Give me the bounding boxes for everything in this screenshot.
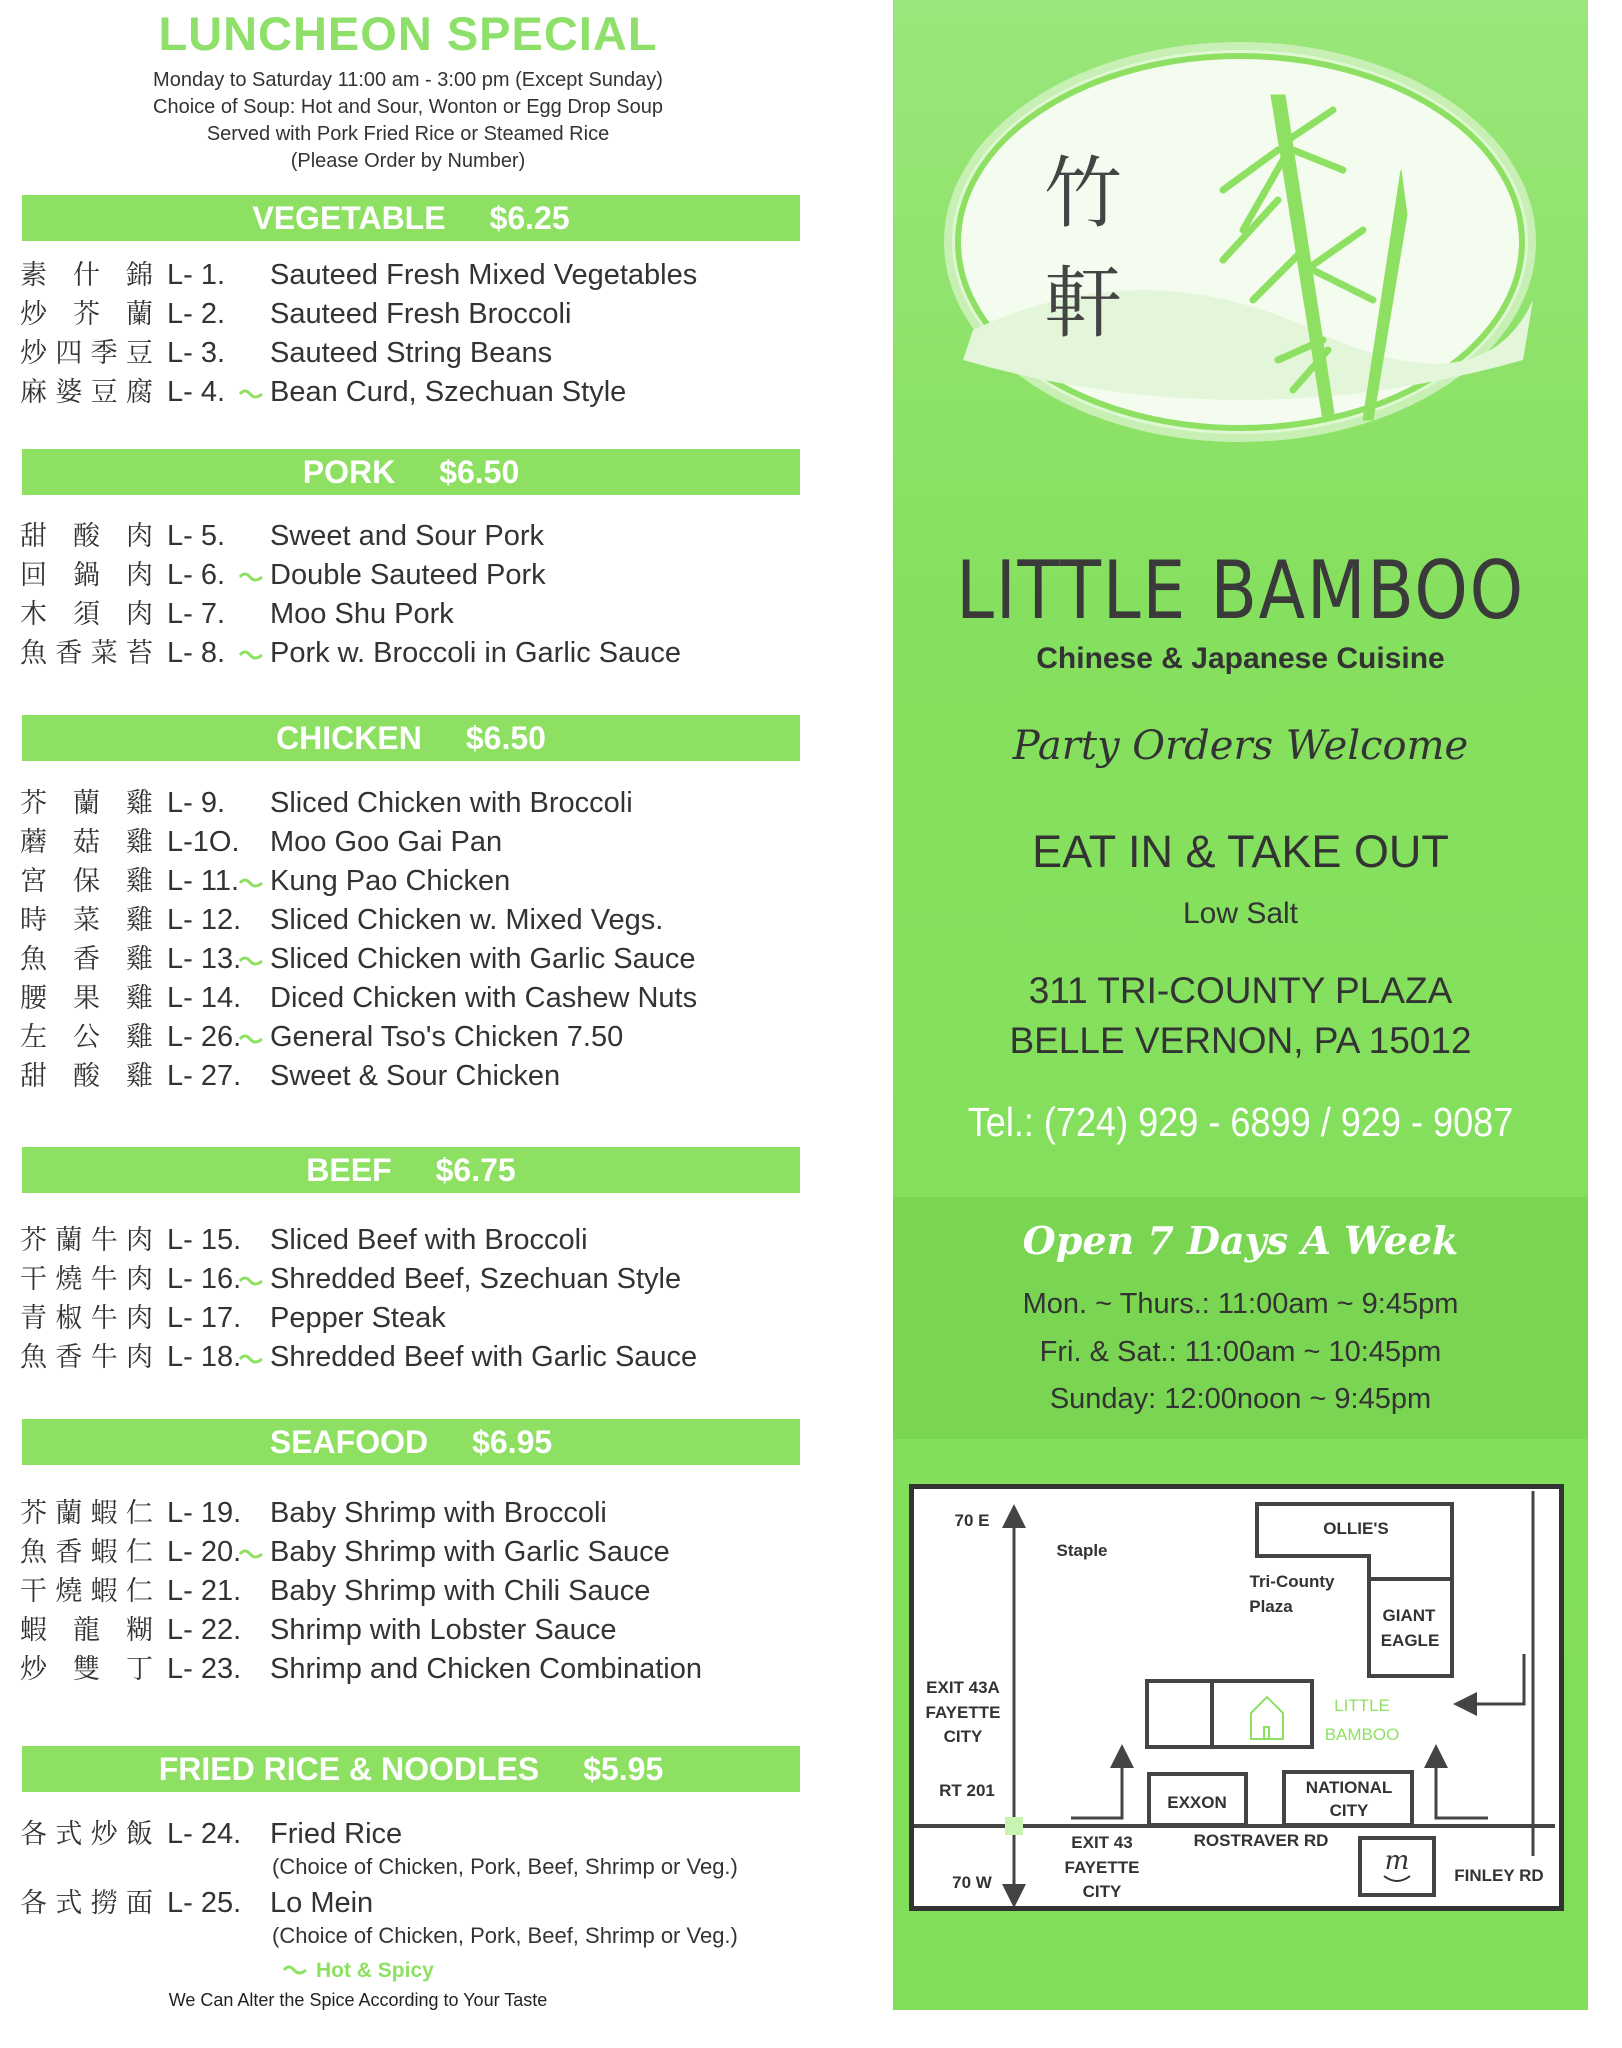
hours-weekend: Fri. & Sat.: 11:00am ~ 10:45pm: [1039, 1336, 1442, 1368]
address-line-2: BELLE VERNON, PA 15012: [1009, 1020, 1472, 1061]
item-number: L- 12.: [167, 904, 242, 936]
item-number: L- 20.: [167, 1536, 242, 1568]
spicy-icon: [238, 954, 266, 968]
label-little: LITTLE: [1334, 1696, 1390, 1715]
arrow-up-icon: [1071, 1756, 1122, 1818]
item-name: Kung Pao Chicken: [270, 865, 511, 897]
item-number: L- 19.: [167, 1497, 242, 1529]
arrow-up-icon: [1436, 1756, 1488, 1818]
spicy-icon: [282, 1963, 310, 1977]
label-plaza: Plaza: [1249, 1597, 1293, 1616]
item-name: Moo Shu Pork: [270, 598, 454, 630]
item-number: L- 4.: [167, 376, 226, 408]
label-exit-43: EXIT 43: [1071, 1833, 1133, 1852]
section-header-beef: [22, 1147, 800, 1193]
item-name: Sweet and Sour Pork: [270, 520, 545, 552]
map-drawing: [914, 1489, 1559, 1906]
label-national-city: CITY: [1329, 1801, 1369, 1820]
section-price: $6.25: [489, 200, 570, 236]
section-header-seafood: [22, 1419, 800, 1465]
label-fayette: FAYETTE: [925, 1703, 1001, 1722]
section-items: [20, 517, 820, 673]
label-rt201: RT 201: [939, 1781, 995, 1800]
spicy-icon: [238, 648, 266, 662]
item-name: Sauteed String Beans: [270, 337, 553, 369]
item-number: L- 26.: [167, 1021, 242, 1053]
item-chinese-name: 芥蘭牛肉: [20, 1225, 155, 1256]
menu-item: [20, 334, 820, 373]
menu-title: LUNCHEON SPECIAL: [158, 7, 658, 60]
label-city: CITY: [943, 1727, 983, 1746]
mcdonalds-logo: m: [1384, 1846, 1410, 1876]
menu-item: [20, 940, 820, 979]
section-items: [20, 1494, 820, 1689]
section-items: [20, 1815, 820, 1953]
item-name: Bean Curd, Szechuan Style: [270, 376, 627, 408]
menu-hours-line: Monday to Saturday 11:00 am - 3:00 pm (Except Sunday): [153, 69, 663, 91]
item-chinese-name: 魚香雞: [20, 944, 155, 975]
menu-item: [20, 784, 820, 823]
item-chinese-name: 魚香牛肉: [20, 1342, 155, 1373]
label-ollies: OLLIE'S: [1323, 1519, 1389, 1538]
section-header-pork: [22, 449, 800, 495]
item-name: Pepper Steak: [270, 1302, 446, 1334]
item-chinese-name: 素什錦: [20, 260, 155, 291]
item-number: L- 22.: [167, 1614, 242, 1646]
item-number: L- 14.: [167, 982, 242, 1014]
label-eagle: EAGLE: [1380, 1631, 1440, 1650]
spicy-icon: [238, 570, 266, 584]
menu-item: [20, 517, 820, 556]
section-name: PORK: [302, 454, 396, 490]
service-type: EAT IN & TAKE OUT: [1032, 826, 1449, 877]
item-name: Sliced Beef with Broccoli: [270, 1224, 588, 1256]
restaurant-tagline: Chinese & Japanese Cuisine: [1036, 642, 1445, 675]
section-name: BEEF: [306, 1152, 392, 1188]
menu-item: [20, 256, 820, 295]
item-chinese-name: 各式炒飯: [20, 1819, 155, 1850]
item-number: L- 15.: [167, 1224, 242, 1256]
item-number: L- 6.: [167, 559, 226, 591]
phone: Tel.: (724) 929 - 6899 / 929 - 9087: [967, 1099, 1514, 1145]
section-header-chicken: [22, 715, 800, 761]
item-number: L- 8.: [167, 637, 226, 669]
item-number: L- 1.: [167, 259, 226, 291]
menu-item: [20, 979, 820, 1018]
menu-item: [20, 595, 820, 634]
label-national: NATIONAL: [1305, 1778, 1393, 1797]
item-chinese-name: 麻婆豆腐: [20, 377, 155, 408]
little-bamboo-building: [1147, 1681, 1312, 1747]
section-items: [20, 1221, 820, 1377]
menu-item: [20, 823, 820, 862]
item-number: L- 5.: [167, 520, 226, 552]
menu-item: [20, 901, 820, 940]
item-name: Sweet & Sour Chicken: [270, 1060, 561, 1092]
label-70e: 70 E: [954, 1511, 990, 1530]
spicy-icon: [238, 1032, 266, 1046]
menu-item: [20, 1815, 820, 1854]
menu-item: [20, 373, 820, 412]
section-price: $5.95: [583, 1751, 664, 1787]
menu-item: [20, 1018, 820, 1057]
item-note: (Choice of Chicken, Pork, Beef, Shrimp or Veg.): [272, 1923, 738, 1948]
menu-item: [20, 1533, 820, 1572]
item-number: L- 13.: [167, 943, 242, 975]
menu-item: [20, 556, 820, 595]
item-number: L- 9.: [167, 787, 226, 819]
item-chinese-name: 魚香蝦仁: [20, 1537, 155, 1568]
item-name: Sliced Chicken with Garlic Sauce: [270, 943, 696, 975]
item-chinese-name: 炒雙丁: [20, 1654, 155, 1685]
item-chinese-name: 青椒牛肉: [20, 1303, 155, 1334]
item-chinese-name: 蘑菇雞: [20, 827, 155, 858]
item-number: L- 18.: [167, 1341, 242, 1373]
section-price: $6.50: [439, 454, 520, 490]
item-number: L- 16.: [167, 1263, 242, 1295]
section-name: SEAFOOD: [269, 1424, 429, 1460]
menu-item: [20, 1611, 820, 1650]
label-bamboo: BAMBOO: [1324, 1725, 1400, 1744]
hours-sunday: Sunday: 12:00noon ~ 9:45pm: [1049, 1383, 1432, 1415]
item-name: Baby Shrimp with Broccoli: [270, 1497, 607, 1529]
menu-item: [20, 1494, 820, 1533]
item-chinese-name: 回鍋肉: [20, 560, 155, 591]
intersection-marker: [1005, 1817, 1023, 1835]
item-number: L- 3.: [167, 337, 226, 369]
party-orders: Party Orders Welcome: [1012, 723, 1469, 769]
item-name: Shredded Beef, Szechuan Style: [270, 1263, 682, 1295]
item-name: Shrimp with Lobster Sauce: [270, 1614, 617, 1646]
item-name: Shredded Beef with Garlic Sauce: [270, 1341, 698, 1373]
item-number: L- 2.: [167, 298, 226, 330]
item-chinese-name: 炒芥蘭: [20, 299, 155, 330]
item-note: (Choice of Chicken, Pork, Beef, Shrimp or Veg.): [272, 1854, 738, 1879]
menu-item: [20, 1884, 820, 1923]
spicy-legend-label: Hot & Spicy: [315, 1959, 434, 1982]
item-name: Baby Shrimp with Chili Sauce: [270, 1575, 651, 1607]
item-number: L- 23.: [167, 1653, 242, 1685]
item-number: L- 7.: [167, 598, 226, 630]
menu-soup-line: Choice of Soup: Hot and Sour, Wonton or Egg Drop Soup: [153, 96, 663, 118]
item-name: Shrimp and Chicken Combination: [270, 1653, 702, 1685]
hours-weekday: Mon. ~ Thurs.: 11:00am ~ 9:45pm: [1022, 1288, 1459, 1320]
label-finley-rd: FINLEY RD: [1454, 1866, 1544, 1885]
item-name: Double Sauteed Pork: [270, 559, 546, 591]
spicy-icon: [238, 1352, 266, 1366]
spicy-icon: [238, 876, 266, 890]
spicy-icon: [238, 1547, 266, 1561]
arrow-left-icon: [1465, 1654, 1524, 1704]
menu-item: [20, 1650, 820, 1689]
label-giant: GIANT: [1382, 1606, 1436, 1625]
menu-item: [20, 1338, 820, 1377]
menu-item: [20, 862, 820, 901]
section-price: $6.50: [465, 720, 546, 756]
open-days: Open 7 Days A Week: [1022, 1218, 1459, 1263]
item-number: L- 24.: [167, 1818, 242, 1850]
label-rostraver-rd: ROSTRAVER RD: [1193, 1831, 1329, 1850]
item-number: L- 17.: [167, 1302, 242, 1334]
menu-item: [20, 1299, 820, 1338]
label-exit-43a: EXIT 43A: [926, 1678, 1000, 1697]
item-chinese-name: 甜酸肉: [20, 521, 155, 552]
item-number: L-1O.: [167, 826, 240, 858]
section-name: CHICKEN: [276, 720, 422, 756]
spice-note: We Can Alter the Spice According to Your Taste: [168, 1990, 548, 2010]
label-exxon: EXXON: [1167, 1793, 1227, 1812]
section-name: FRIED RICE & NOODLES: [158, 1751, 540, 1787]
label-tri-county: Tri-County: [1249, 1572, 1335, 1591]
item-number: L- 11.: [167, 865, 240, 897]
section-items: [20, 784, 820, 1096]
logo-chinese-1: 竹: [1043, 149, 1123, 239]
item-name: Diced Chicken with Cashew Nuts: [270, 982, 698, 1014]
menu-rice-line: Served with Pork Fried Rice or Steamed Rice: [206, 123, 610, 145]
item-chinese-name: 魚香菜苔: [20, 638, 155, 669]
menu-order-line: (Please Order by Number): [290, 150, 526, 172]
item-chinese-name: 蝦龍糊: [20, 1615, 155, 1646]
item-chinese-name: 時菜雞: [20, 905, 155, 936]
menu-item: [20, 634, 820, 673]
item-chinese-name: 各式撈面: [20, 1888, 155, 1919]
label-city-2: CITY: [1082, 1882, 1122, 1901]
spicy-icon: [238, 387, 266, 401]
item-chinese-name: 木須肉: [20, 599, 155, 630]
item-name: Pork w. Broccoli in Garlic Sauce: [270, 637, 681, 669]
item-chinese-name: 宮保雞: [20, 866, 155, 897]
section-name: VEGETABLE: [252, 200, 446, 236]
item-name: Baby Shrimp with Garlic Sauce: [270, 1536, 670, 1568]
bamboo-logo: [893, 0, 1588, 500]
item-name: Fried Rice: [270, 1818, 403, 1850]
item-name: Sauteed Fresh Broccoli: [270, 298, 572, 330]
item-chinese-name: 干燒蝦仁: [20, 1576, 155, 1607]
restaurant-name: LITTLE BAMBOO: [956, 544, 1525, 637]
house-icon: [1251, 1697, 1283, 1739]
item-name: Sliced Chicken w. Mixed Vegs.: [270, 904, 664, 936]
menu-item: [20, 1572, 820, 1611]
menu-item: [20, 295, 820, 334]
section-header-fried-rice-noodles: [22, 1746, 800, 1792]
label-fayette-2: FAYETTE: [1064, 1858, 1140, 1877]
label-70w: 70 W: [952, 1873, 992, 1892]
menu-item: [20, 1057, 820, 1096]
logo-chinese-2: 軒: [1043, 259, 1123, 349]
label-staple: Staple: [1056, 1541, 1108, 1560]
item-name: Sauteed Fresh Mixed Vegetables: [270, 259, 698, 291]
spicy-icon: [238, 1274, 266, 1288]
item-number: L- 21.: [167, 1575, 242, 1607]
item-chinese-name: 芥蘭雞: [20, 788, 155, 819]
item-name: General Tso's Chicken 7.50: [270, 1021, 624, 1053]
spicy-legend: [0, 1958, 716, 1984]
item-number: L- 25.: [167, 1887, 242, 1919]
section-header-vegetable: [22, 195, 800, 241]
item-chinese-name: 芥蘭蝦仁: [20, 1498, 155, 1529]
item-chinese-name: 炒四季豆: [20, 338, 155, 369]
address-line-1: 311 TRI-COUNTY PLAZA: [1028, 970, 1453, 1011]
item-name: Sliced Chicken with Broccoli: [270, 787, 633, 819]
item-name: Moo Goo Gai Pan: [270, 826, 503, 858]
location-map: [909, 1484, 1564, 1911]
item-chinese-name: 腰果雞: [20, 983, 155, 1014]
item-chinese-name: 甜酸雞: [20, 1061, 155, 1092]
low-salt: Low Salt: [1182, 897, 1299, 930]
item-number: L- 27.: [167, 1060, 242, 1092]
section-price: $6.75: [435, 1152, 516, 1188]
item-chinese-name: 干燒牛肉: [20, 1264, 155, 1295]
menu-item: [20, 1260, 820, 1299]
section-price: $6.95: [472, 1424, 553, 1460]
item-chinese-name: 左公雞: [20, 1022, 155, 1053]
menu-item: [20, 1221, 820, 1260]
section-items: [20, 256, 820, 412]
item-name: Lo Mein: [270, 1887, 374, 1919]
